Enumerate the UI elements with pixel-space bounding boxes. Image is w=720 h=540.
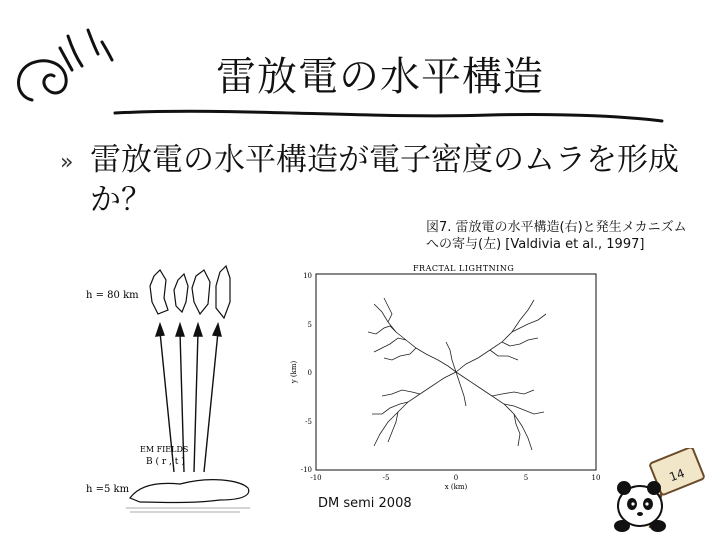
figure-caption	[426, 219, 716, 253]
b-field-label: B ( r , t )	[146, 457, 185, 467]
ground-hatching	[126, 508, 250, 512]
em-field-diagram	[80, 262, 260, 518]
plot-title: FRACTAL LIGHTNING	[413, 264, 515, 273]
bullet-text: 雷放電の水平構造が電子密度のムラを形成か？	[90, 142, 679, 218]
ionosphere-blobs	[150, 266, 230, 318]
top-altitude-label: h = 80 km	[86, 290, 139, 301]
thundercloud-shape	[130, 480, 249, 503]
x-tick: 0	[453, 474, 459, 482]
slide-title: 雷放電の水平構造	[216, 54, 544, 100]
y-tick: -5	[305, 418, 312, 426]
fractal-lightning-plot	[288, 262, 608, 492]
x-axis-label: x (km)	[444, 483, 468, 491]
page-number: 14	[667, 465, 687, 485]
x-tick-labels	[310, 474, 600, 482]
lightning-branches	[368, 298, 546, 450]
y-tick: 5	[307, 321, 312, 329]
x-tick: 5	[523, 474, 529, 482]
bottom-altitude-label: h =5 km	[86, 484, 130, 495]
panda-mascot-icon	[610, 448, 710, 536]
caption-line-1: 図7. 雷放電の水平構造(右)と発生メカニズム	[426, 220, 687, 235]
y-tick: 10	[303, 272, 312, 280]
x-tick: -10	[310, 474, 322, 482]
logo-swirl-icon	[8, 8, 128, 118]
bullet-marker-icon: »	[60, 150, 74, 175]
y-tick: -10	[300, 466, 312, 474]
credit-text: DM semi 2008	[318, 496, 412, 511]
y-tick: 0	[307, 369, 312, 377]
title-underline	[110, 105, 670, 127]
x-tick: 10	[591, 474, 601, 482]
y-axis-label: y (km)	[290, 360, 298, 384]
y-tick-labels	[301, 272, 312, 474]
caption-line-2: への寄与(左) [Valdivia et al., 1997]	[426, 237, 645, 252]
x-tick: -5	[382, 474, 390, 482]
em-fields-label: EM FIELDS	[140, 445, 189, 454]
